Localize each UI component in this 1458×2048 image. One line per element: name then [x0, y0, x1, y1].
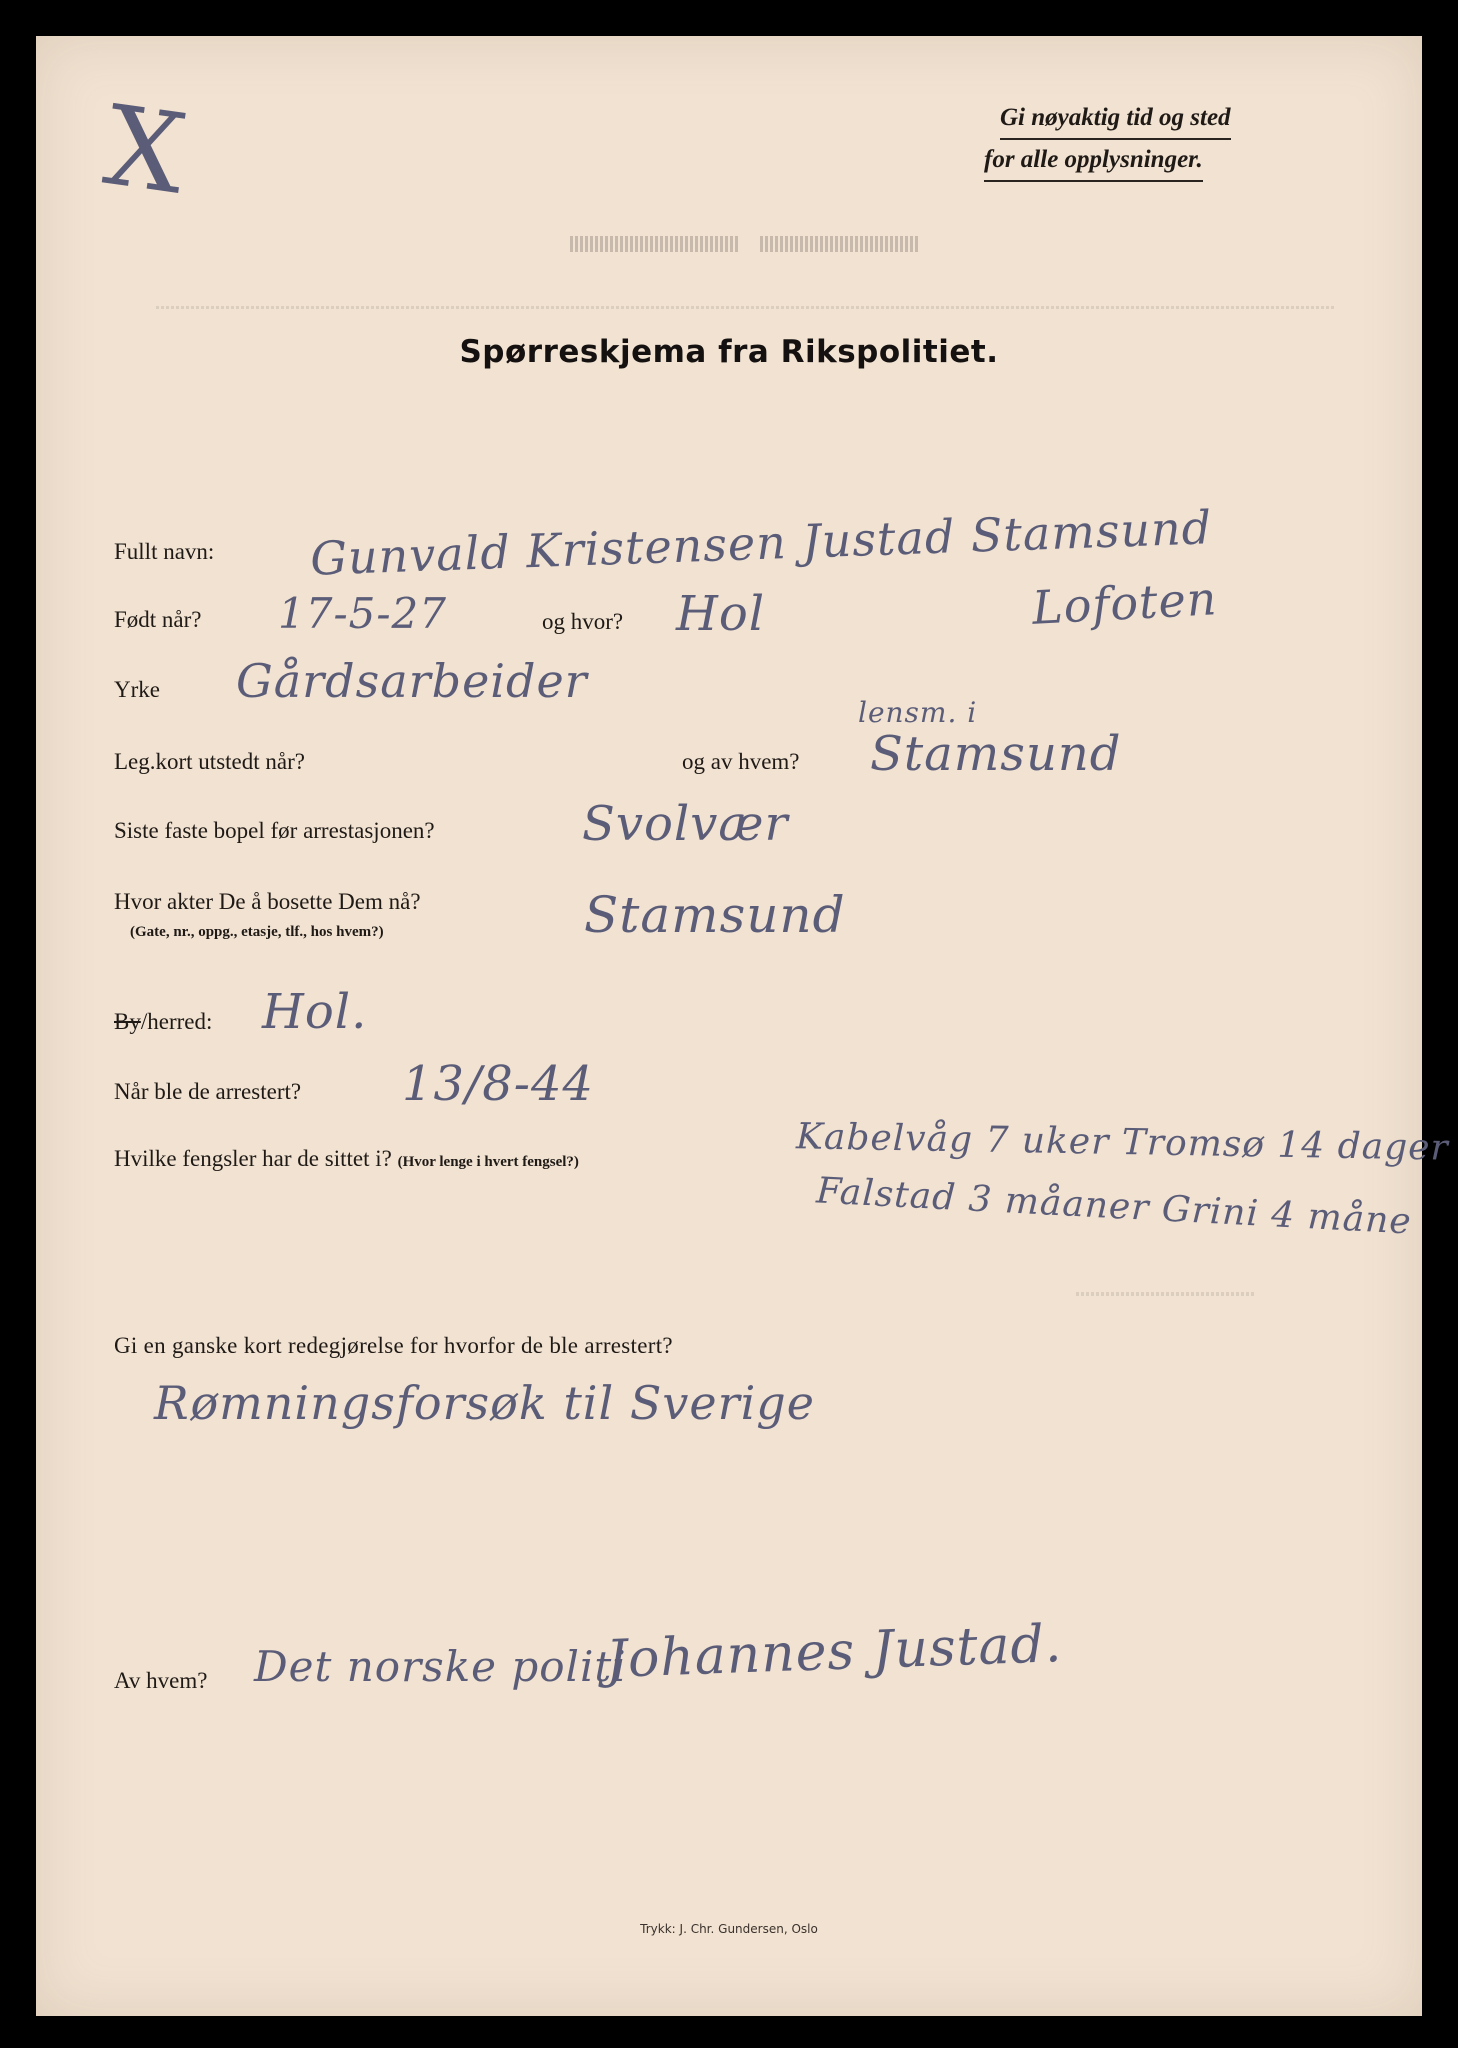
label-full-name: Fullt navn:: [114, 539, 215, 564]
value-prisons-line-2: Falstad 3 måaner Grini 4 måne: [815, 1170, 1413, 1243]
value-occupation: Gårdsarbeider: [236, 654, 588, 708]
label-prisons: [114, 1146, 579, 1172]
value-id-card-by: Stamsund: [870, 726, 1122, 782]
faded-bleed-line: [156, 306, 1336, 309]
faded-bleed-heading-2: [760, 236, 920, 252]
label-last-residence: Siste faste bopel før arrestasjonen?: [114, 818, 435, 843]
value-arrested-when: 13/8-44: [402, 1056, 595, 1112]
value-prisons-line-1: Kabelvåg 7 uker Tromsø 14 dager: [795, 1116, 1450, 1169]
form-title: Spørreskjema fra Rikspolitiet.: [459, 334, 999, 370]
value-full-name: Gunvald Kristensen Justad Stamsund: [309, 500, 1213, 586]
value-born-when: 17-5-27: [278, 589, 447, 638]
value-born-where-region: Lofoten: [1030, 571, 1219, 635]
instruction-note: [984, 98, 1344, 182]
signature: Johannes Justad.: [605, 1614, 1064, 1690]
label-id-card-by: og av hvem?: [682, 749, 800, 774]
value-intended-residence: Stamsund: [584, 886, 846, 944]
label-intended-residence: Hvor akter De å bosette Dem nå?: [114, 889, 421, 914]
value-by-whom: Det norske politi: [254, 1642, 627, 1691]
value-last-residence: Svolvær: [582, 796, 789, 852]
label-municipality: [114, 1009, 212, 1035]
label-born-where: og hvor?: [542, 609, 624, 634]
note-id-card-by: lensm. i: [858, 696, 978, 729]
label-municipality-rest: /herred:: [140, 1009, 213, 1034]
label-occupation: Yrke: [114, 677, 160, 702]
printer-imprint: Trykk: J. Chr. Gundersen, Oslo: [640, 1922, 818, 1936]
sublabel-intended-residence: (Gate, nr., oppg., etasje, tlf., hos hvem?): [130, 924, 384, 940]
label-reason: Gi en ganske kort redegjørelse for hvorfor de ble arrestert?: [114, 1333, 673, 1358]
label-by-whom: Av hvem?: [114, 1668, 208, 1693]
faded-bleed-heading-1: [570, 236, 740, 252]
margin-mark: X: [97, 81, 194, 219]
sublabel-prisons: (Hvor lenge i hvert fengsel?): [397, 1154, 579, 1170]
label-born-when: Født når?: [114, 607, 202, 632]
faded-bleed-line-2: [1076, 1292, 1256, 1296]
value-municipality: Hol.: [262, 984, 368, 1040]
label-id-card-when: Leg.kort utstedt når?: [114, 749, 305, 774]
form-sheet: [36, 36, 1450, 2016]
value-reason: Rømningsforsøk til Sverige: [154, 1376, 815, 1430]
label-prisons-main: Hvilke fengsler har de sittet i?: [114, 1146, 392, 1171]
value-born-where: Hol: [676, 586, 766, 642]
label-municipality-struck: By: [114, 1009, 141, 1034]
instruction-line-1: Gi nøyaktig tid og sted: [1000, 98, 1231, 140]
instruction-line-2: for alle opplysninger.: [984, 140, 1203, 182]
label-arrested-when: Når ble de arrestert?: [114, 1079, 302, 1104]
